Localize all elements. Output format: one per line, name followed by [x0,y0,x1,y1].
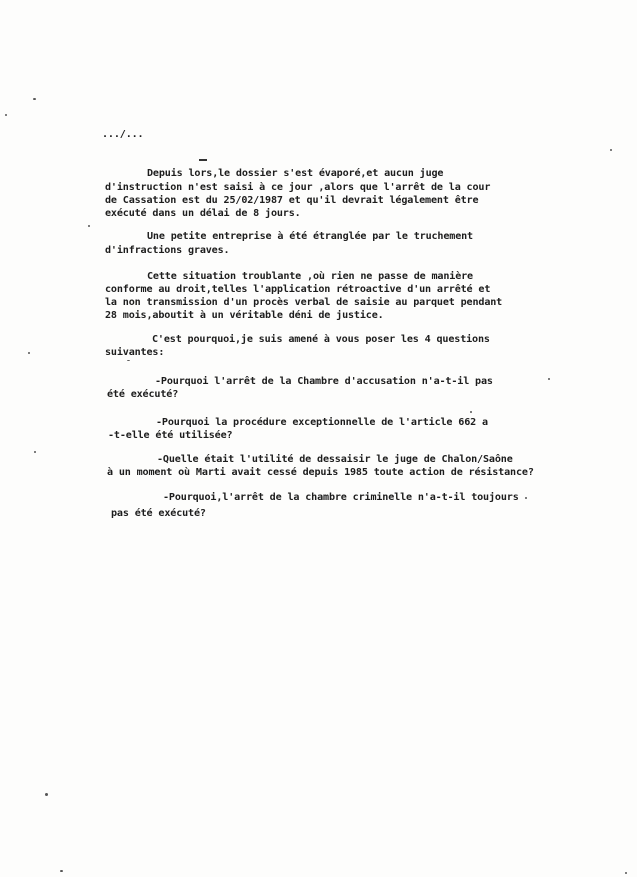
question-line: été exécuté? [107,389,179,400]
scan-speck [625,872,627,874]
paragraph-line: de Cassation est du 25/02/1987 et qu'il devrait légalement être [105,195,479,206]
continuation-marker: .../... [102,129,144,140]
scan-speck [127,360,130,361]
scan-speck [28,352,30,354]
scan-speck [33,98,36,100]
scan-speck [548,378,550,380]
paragraph-line: d'instruction n'est saisi à ce jour ,alors que l'arrêt de la cour [105,182,491,193]
scan-speck [60,870,63,872]
question-line: à un moment où Marti avait cessé depuis 1985 toute action de résistance? [107,467,534,478]
paragraph-line: C'est pourquoi,je suis amené à vous poser les 4 questions [152,334,490,345]
question-line: -Quelle était l'utilité de dessaisir le juge de Chalon/Saône [157,454,513,465]
question-line: -Pourquoi l'arrêt de la Chambre d'accusation n'a-t-il pas [155,376,493,387]
scan-speck [525,497,527,499]
paragraph-line: suivantes: [105,347,165,358]
paragraph-line: exécuté dans un délai de 8 jours. [105,208,301,219]
scan-speck [610,149,612,151]
scan-speck [5,114,7,116]
scan-speck [34,451,36,453]
question-line: -t-elle été utilisée? [108,430,233,441]
paragraph-line: conforme au droit,telles l'application rétroactive d'un arrêté et [105,284,491,295]
paragraph-line: Depuis lors,le dossier s'est évaporé,et aucun juge [147,168,444,179]
paragraph-line: Une petite entreprise à été étranglée par le truchement [147,231,473,242]
paragraph-line: d'infractions graves. [105,245,230,256]
question-line: pas été exécuté? [111,508,206,519]
scan-speck [45,793,48,796]
decorative-dash [199,159,207,161]
paragraph-line: la non transmission d'un procès verbal de saisie au parquet pendant [105,297,503,308]
scan-speck [88,225,90,227]
question-line: -Pourquoi,l'arrêt de la chambre criminelle n'a-t-il toujours [163,492,519,503]
scan-speck [470,411,472,413]
paragraph-line: Cette situation troublante ,où rien ne passe de manière [147,271,473,282]
question-line: -Pourquoi la procédure exceptionnelle de l'article 662 a [156,417,488,428]
paragraph-line: 28 mois,aboutit à un véritable déni de justice. [105,310,384,321]
